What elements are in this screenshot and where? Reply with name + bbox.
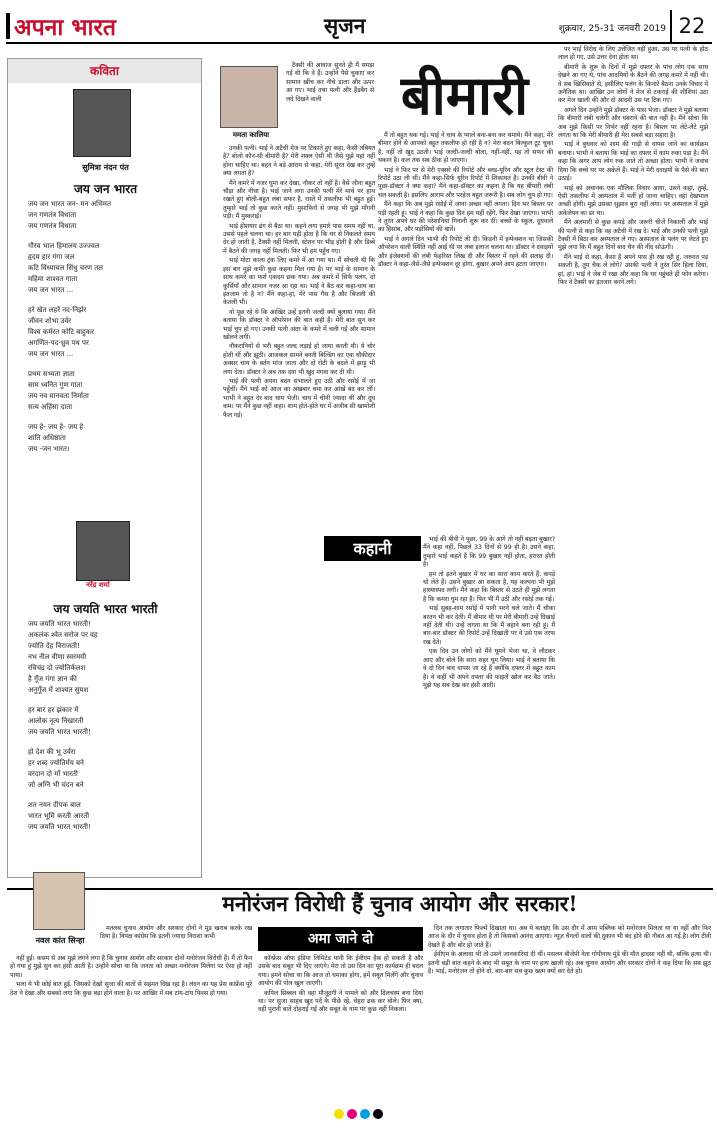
verse-line: अकलंक श्वेत सरोज पर वह [28, 631, 98, 639]
paragraph: कपिल सिब्बल की वहां मौजूदगी ने मामले को और दिलचस्प बना दिया था। पर सुजा साहब खुद पर्दे के पीछे रहे, चेहरा ढक कर बोले। फिर क्या, वही पुरानी बातें दोहराई गईं और सबूत के नाम पर कुछ नहीं निकला। [258, 989, 423, 1014]
verse-line: जय नव मानवता निर्माता [28, 392, 89, 400]
verse-line: अनुगूँज में शाश्वत सुयश [28, 686, 89, 694]
paragraph: भाई को अचानक एक मौलिक विचार आया, उसने कहा, तुम्हें, ऐसी तकलीफ में अस्पताल में भर्ती हो जाना चाहिए। वहां देखभाल अच्छी होगी। मुझे उसका सुझाव बुरा नहीं लगा। पर अस्पताल में मुझे अकेलेपन का डर था। [558, 184, 708, 217]
poem1-verse [8, 199, 203, 464]
paragraph: भाई ने बुधवार को शाम की गाड़ी से वापस जाने का कार्यक्रम बनाया। भाभी ने बताया कि भाई का दफ्तर में काम रुका पड़ा है। मैंने कहा कि अगर आप लोग रुक जाते तो अच्छा होता। भाभी ने जवाब दिया कि बच्चे घर पर अकेले हैं। भाई ने मेरी दवाइयों के पैसे की बात उठाई। [558, 141, 708, 183]
poet1-name: सुमित्रा नंदन पंत [82, 163, 129, 172]
verse-line: है गूँज गंगा ज्ञान की [28, 675, 77, 683]
paragraph: मैंने कहा कि अब मुझे रसोई में जाना अच्छा नहीं लगता। दिन भर बिस्तर पर पड़ी रहती हूं। भाई ने कहा कि कुछ दिन हम यहीं रहेंगे, फिर देखा जाएगा। भाभी ने तुरंत अपने घर की परेशानियां गिनानी शुरू कर दीं। बच्चों के स्कूल, दूधवाले का हिसाब, और पड़ोसियों की बातें। [378, 201, 553, 234]
verse-line: वरदान दो माँ भारती [28, 770, 78, 778]
verse-line: हर बार हर झंकार में [28, 706, 79, 714]
story-column-3b [423, 536, 555, 691]
stanza [28, 305, 203, 360]
paragraph: एक दिन उन लोगों को मैंने घूमने भेजा था, वे लौटकर आए और बोले कि सारा शहर घूम लिया। भाई ने बताया कि वे दो दिन बाद वापस जा रहे हैं क्योंकि दफ्तर में बहुत काम है। वे कहीं भी अपने दफ्तर की फाइलें खोल कर बैठ जाते। मुझे यह सब देख कर हंसी आती। [423, 648, 555, 689]
paragraph: बीमारी के शुरू के दिनों में मुझे दफ्तर के पांच लोग एक साथ देखने आ गए थे, पांच आदमियों के बैठने की जगह कमरे में नहीं थी। वे सब खिसियाते से, इसीलिए पलंग के किनारे बैठना उनके विचार में अनैतिक था। आखिर उन लोगों ने मेज से टकराई की शीशियां उठा कर मेज खाली की और दो आदमी उस पर टिक गए। [558, 63, 708, 105]
verse-line: कटि विंध्याचल सिंधु चरण तल [28, 264, 103, 272]
verse-line: अगणित-पद-ध्रुव पथ पर [28, 339, 89, 347]
verse-line: हो देश की भू उर्वरा [28, 748, 76, 756]
paragraph: नौकरानियों से भरी बहुत जल्द लड़ाई हो जाया करती थी। ये चोर होती थीं और झूठी। आजकल सामने बनती बिल्डिंग का एक चौकीदार अक्सर चाय के बर्तन मांज जाता और दो रोटी के बदले में झाड़ू भी लगा देता। डॉक्टर ने अब तक दवा भी खुद मंगवा कर दी थी। [223, 343, 375, 376]
story-column-3 [378, 132, 553, 271]
section-name: अपना भारत [6, 10, 116, 42]
story-column-2 [223, 145, 375, 421]
masthead [6, 10, 712, 44]
verse-line: जय हे- जय हे- जय हे [28, 423, 84, 431]
verse-line: जो अग्नि भी चंदन बने [28, 781, 84, 789]
author-photo [220, 66, 278, 128]
paragraph: भाई ने अगले दिन भाभी की रिपोर्ट ली दी। किडनी में इन्फेक्शन था जिसकी ऑपरेशन वाली स्थिति नहीं आई थी पर लंबा इलाज चलना था। डॉक्टर ने दवाइयों और इंजेक्शनों की लंबी फेहरिस्त लिख दी और बिस्तर में रहने की सलाह दी। डॉक्टर ने कहा-जैसे-जैसे इन्फेक्शन दूर होगा, बुखार अपने आप हटता जाएगा। [378, 235, 553, 269]
paragraph: दिन तक लगातार फिल्में दिखाता था। अब ये बताइए कि उस दौर में आम पब्लिक को मनोरंजन मिलता था या नहीं और फिर आज के दौर में चुनाव होता है तो किसको आनंद आएगा। न्यूज़ चैनलों वालों की दुकान भी बंद होने की नौबत आ गई है। लोग टीवी देखते हैं और बोर हो जाते हैं। [428, 925, 711, 949]
poet2-name: नरेंद्र शर्मा [86, 581, 110, 589]
verse-line: नभ नील वीणा स्वरमयी [28, 653, 87, 661]
verse-line: विश्व कर्मरत कोटि बाहुकर [28, 328, 94, 336]
issue-date: शुक्रवार, 25-31 जनवरी 2019 [558, 24, 666, 34]
editorial-column-2 [258, 955, 423, 1016]
editorial-column-3 [428, 925, 711, 977]
story-intro: टैक्सी की आवाज सुनते ही मैं समझ गई थी कि वे हैं। उन्होंने पैसे चुकाए कर सामान खींच कर नीचे डाला और ऊपर आ गए। भाई तथा पत्नी और हैंडबैग से लदे दिखने वाली [286, 62, 374, 103]
poetry-column [7, 58, 202, 878]
verse-line: जीवन शोभा उर्वर [28, 317, 72, 325]
stanza [28, 369, 203, 413]
verse-line: जय जन भारत ... [28, 350, 74, 358]
reg-yellow [334, 1109, 344, 1119]
poetry-heading: कविता [8, 59, 201, 83]
verse-line: सत्य अहिंसा दाता [28, 403, 73, 411]
reg-black [373, 1109, 383, 1119]
paragraph: वो पूछ रहे थे कि आखिर उन्हें इतनी जल्दी क्यों बुलाया गया। मैंने बताया कि डॉक्टर ने ऑपरेशन की बात कही है। मेरी बात सुन कर भाई चुप हो गए। उनकी पत्नी अंदर के कमरे में चली गईं और सामान खोलने लगीं। [223, 308, 375, 341]
columnist-photo [33, 872, 85, 930]
paragraph: हम तो इतने बुखार में घर का सारा काम करते हैं, कपड़े धो लेते हैं। उसने बुखार आ सकता है, यह कल्पना भी मुझे हास्यास्पद लगी। मैंने कहा कि बिस्तर से उठते ही मुझे लगता है कि कमरा घूम रहा है। फिर भी मैं उठी और रसोई तक गई। [423, 570, 555, 603]
verse-line: हृदय हार गंगा जल [28, 253, 75, 261]
paragraph: मैंने भाई से कहा, कैसा है अपने पास ही रख रही हूं, जरूरत पड़ सकती है, तुम चैक ले लोगे? उसकी पत्नी ने तुरंत सिर हिला दिया, हां, हां। भाई ने जेब में रखा और कहा कि घर पहुंचते ही फोन करेगा। फिर वे टैक्सी का इंतजार करने लगे। [558, 253, 708, 286]
editorial-headline: मनोरंजन विरोधी हैं चुनाव आयोग और सरकार! [222, 891, 578, 916]
poem2-title: जय जयति भारत भारती [53, 602, 158, 616]
poet2-photo [76, 521, 130, 581]
paragraph: मैं तो बहुत थक गई। भाई ने चाय के प्याले बना-बना कर थमाये। मैंने कहा, मेरे बीमार होने से आपको बहुत तकलीफ हो रही है न? मेरा बदन बिल्कुल टूट चुका है, नहीं तो खुद उठती। भाई जल्दी-जल्दी बोला, नहीं-नहीं, यह तो सफर की थकान है। कल तक सब ठीक हो जाएगा। [378, 132, 553, 165]
verse-line: साम ध्वनित गुण गाता [28, 381, 83, 389]
verse-line: रविचंद्र दो ज्योतिर्कलश [28, 664, 86, 672]
verse-line: ज्योति देह विराजती! [28, 642, 80, 650]
masthead-bar [6, 13, 10, 39]
paragraph: मैंने कमरे में नजर घुमा कर देखा, नौकर तो नहीं है। वैसे जीना बहुत चौड़ा और नीचा है। भाई जाने लगा उनकी पत्नी मेरे माथे पर हाथ रखते हुए बोली-बहुत लंबा सफर है, रास्ते में तकलीफ भी बहुत हुई। तुम्हारे भाई तो कुछ करते नहीं। मुसाफिरों से जगह भी मुझे माँगनी पड़ी। मैं मुस्कराई। [223, 179, 375, 221]
page-number: 22 [670, 10, 712, 42]
verse-line: जय जयति भारत भारती! [28, 728, 91, 736]
stanza [28, 619, 203, 696]
verse-line: जन गणतंत्र विधाता [28, 211, 77, 219]
story-title: बीमारी [400, 63, 529, 127]
print-registration-marks [0, 1101, 717, 1127]
verse-line: गौरव भाल हिमालय उज्ज्वल [28, 242, 100, 250]
paragraph: उनकी पत्नी। भाई ने अटैची मेज पर टिकाते हुए कहा, कैसी तबियत है? बोलो कौन-सी बीमारी है? मेरी शक्ल ऐसी थी जैसे मुझे यहां नहीं होना चाहिए था। बहन ने बड़े आराम से कहा, मेरी सूरत देख कर तुम्हें क्या लगता है? [223, 145, 375, 178]
paragraph: अगले दिन उन्होंने मुझे डॉक्टर के पास भेजा। डॉक्टर ने मुझे बताया कि बीमारी लंबी चलेगी और घबराने की बात नहीं है। मैंने सोचा कि अब मुझे किसी पर निर्भर नहीं रहना है। बिस्तर पर लेटे-लेटे मुझे लगता था कि मेरी बीमारी ही मेरा सबसे बड़ा सहारा है। [558, 106, 708, 140]
stanza [28, 747, 203, 791]
stanza [28, 422, 203, 455]
verse-line: जय जन भारत ... [28, 286, 74, 294]
story-author: ममता कालिया [232, 131, 270, 139]
verse-line: भारत भूमि करती आरती [28, 812, 90, 820]
paragraph: नहीं हुई। कसम से अब मुझे लगने लगा है कि चुनाव आयोग और सरकार दोनों मनोरंजन विरोधी हैं। मैं तो फैन हो गया हूं मुझे सुन कर हंसी आती है। उन्होंने सोचा था कि जनता को अच्छा मनोरंजन मिलेगा पर ऐसा हो नहीं पाया। [10, 955, 252, 979]
paragraph: पर भाई विरोध के लिए उत्तेजित नहीं हुआ, उस पर पत्नी के होठ लाल हो गए, उसे उत्तर देना होता था। [558, 46, 708, 62]
verse-line: आलोक नृत्य निखारती [28, 717, 84, 725]
verse-line: जय जन भारत जन- मन अभिमत [28, 200, 111, 208]
paragraph: मैंने अलमारी से कुछ कपड़े और जरूरी चीजें निकालीं और भाई की पत्नी से कहा कि वह अटैची में रख दे। भाई और उनकी पत्नी मुझे टैक्सी में बिठा कर अस्पताल ले गए। अस्पताल के पलंग पर लेटते हुए मुझे लगा कि मैं बहुत दिनों बाद चैन की नींद सोऊंगी। [558, 219, 708, 252]
verse-line: हरे खेत लहरें नद-निर्झर [28, 306, 87, 314]
verse-line: शत नयन दीपक बाल [28, 801, 81, 809]
paragraph: भाई की पत्नी अपना बदन संभालते हुए उठी और रसोई में जा पहुँचीं। मैंने भाई को आज का अखबार थमा कर आंखें बंद कर लीं। भाभी ने बहुत देर बाद चाय भेजी। चाय में चीनी ज्यादा थी और दूध कम। पर मैंने कुछ नहीं कहा। शाम होते-होते घर में अजीब सी खामोशी फैल गई। [223, 377, 375, 419]
verse-line: प्रथम सभ्यता ज्ञाता [28, 370, 75, 378]
paragraph: भाई होशयार ढंग से बैठा था। कहने लगा हमारे पास समय नहीं था, उससे पहले चलना था। हर बार यही होता है कि घर से निकलते समय देर हो जाती है, टैक्सी नहीं मिलती, स्टेशन पर भीड़ होती है और डिब्बे में बैठने की जगह नहीं मिलती। फिर भी हम पहुँच गए। [223, 222, 375, 255]
story-column-4 [558, 46, 708, 288]
verse-line: जय गणतंत्र विधाता [28, 222, 77, 230]
reg-cyan [360, 1109, 370, 1119]
paragraph: भाई सुबह-शाम रसोई में पानी भरने चले जाते। मैं चौका बरतन भी कर देती। मैं बीमार थी पर मेरी बीमारी उन्हें दिखाई नहीं देती थी। उन्हें लगता था कि मैं बहाने बना रही हूं। मैं बार-बार डॉक्टर की रिपोर्ट उन्हें दिखाती पर वे उसे एक तरफ रख देते। [423, 605, 555, 646]
page-title: सृजन [324, 13, 366, 38]
paragraph: ईवीएम के अलावा भी तो उसने जानकारियां दी थीं। मसलन बीजेपी नेता गोपीनाथ मुंडे की मौत हादसा नहीं थी, बल्कि हत्या थी। इतनी बड़ी बात कहने के बाद भी सबूत के नाम पर हाथ खाली रहे। अब चुनाव आयोग और सरकार दोनों ने कह दिया कि सब झूठ है। भाई, मनोरंजन तो होने दो, बार-बार सब कुछ खत्म क्यों कर देते हो। [428, 951, 711, 976]
verse-line: जय जयति भारत भारती! [28, 620, 91, 628]
verse-line: शांति अधिष्ठाता [28, 434, 66, 442]
poem1-title: जय जन भारत [73, 182, 138, 196]
editorial-column-1 [10, 955, 252, 999]
columnist-name: नवल कांत सिन्हा [35, 936, 85, 945]
story-label: कहानी [324, 536, 421, 561]
poem2-verse [8, 619, 203, 842]
verse-line: जय -जन भारत। [28, 445, 70, 453]
poet1-photo [73, 89, 131, 157]
editorial-intro: मतलब चुनाव आयोग और सरकार दोनों ने मूड खराब करके रख दिया है। विपक्ष कांग्रेस कि इतनी ज्यादा निराशा कभी [100, 925, 252, 941]
paragraph: कॉन्फ्रेंस ऑफ इंडिया लिमिटेड यानी कि ईवीएम हैक हो सकती है और उसके बाद सबूत भी दिए जाएंगे। मेरा तो उस दिन का पूरा कार्यक्रम ही बदल गया। हमने सोचा था कि आज तो धमाका होगा, हमें सबूत मिलेंगे और चुनाव आयोग की पोल खुल जाएगी। [258, 955, 423, 988]
stanza [28, 800, 203, 833]
stanza [28, 199, 203, 232]
paragraph: भाई की बीवी ने पूछा, 99 के आगे तो नहीं बढ़ता बुखार? मैंने कहा नहीं, पिछले 33 दिनों से 99 ही है। उसने कहा, तुम्हारे भाई कहते हैं कि 99 बुखार नहीं होता, हरारत होती है। [423, 536, 555, 569]
column-label: अमा जाने दो [258, 927, 423, 951]
stanza [28, 705, 203, 738]
paragraph: भाई मोटा काला ट्रंक लिए कमरे में आ गया था। मैं सोचती थी कि इस बार मुझे कफी कुछ कहना मिल गया है। पर भाई के सामान के साथ कमरे का फर्श एकदम छक गया। अब कमरे में सिर्फ पलंग, दो कुर्सियाँ और सामान नजर आ रहा था। भाई ने बैठ कर कहा-चाय का इंतजाम तो है न? मैंने कहा-हां, मेरे पास गैस है और बिजली की केतली भी। [223, 257, 375, 307]
verse-line: महिमा शाश्वत गाता [28, 275, 78, 283]
verse-line: हर शब्द ज्योतिर्मय बने [28, 759, 84, 767]
stanza [28, 241, 203, 296]
reg-magenta [347, 1109, 357, 1119]
verse-line: जय जयति भारत भारती! [28, 823, 91, 831]
paragraph: भाई ने फिर पर से मेरी एक्सरे की रिपोर्ट और ब्लड-यूरिन और स्टूल टेस्ट की रिपोर्ट उठा ली थीं। मैंने कहा-सिर्फ यूरिन रिपोर्ट में शिकायत है। उनकी बीवी ने पूछा-डॉक्टर ने क्या कहा? मैंने कहा-डॉक्टर का कहना है कि यह बीमारी लंबी चल सकती है। इसलिए आराम और परहेज बहुत जरूरी है। सब लोग चुप हो गए। [378, 166, 553, 199]
paragraph: भला ये भी कोई बात हुई, जिसको देखो सुजा की बातों से सहमत दिख रहा है। लंदन का यह प्रेस कांफ्रेंस पूरे देश ने देखा और सबको लगा कि कुछ बड़ा होने वाला है। पर आखिर में सब टांय-टांय फिस्स हो गया। [10, 981, 252, 997]
